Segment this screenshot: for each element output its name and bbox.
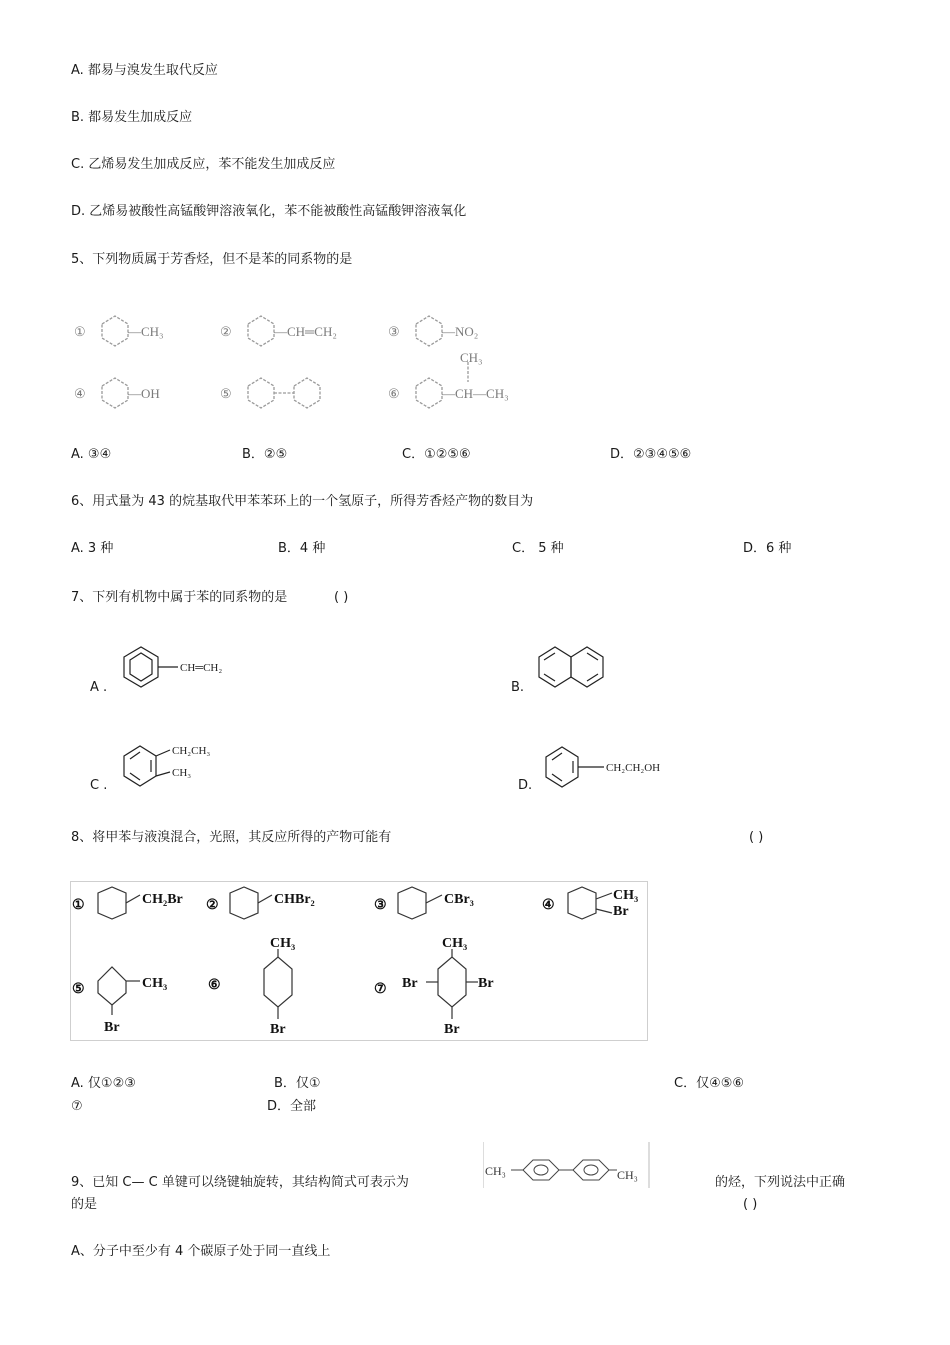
- q8-num-4: ④: [542, 898, 555, 913]
- q8-option-c: C．仅④⑤⑥: [674, 1076, 745, 1091]
- q5-option-c: C．①②⑤⑥: [402, 447, 471, 462]
- q6-option-b: B．4 种: [278, 541, 326, 556]
- q9-struct-right: CH₃: [617, 1168, 638, 1182]
- q7-structure-d: [542, 743, 682, 793]
- q7-label-a: A .: [90, 680, 108, 695]
- q5-top-6: CH₃: [460, 350, 483, 365]
- q8-br-left-7: Br: [402, 976, 418, 991]
- q5-sub-1: —CH₃: [128, 324, 164, 339]
- q8-sub-2: CHBr₂: [274, 892, 315, 907]
- q8-num-1: ①: [72, 898, 85, 913]
- q5-option-b: B．②⑤: [242, 447, 288, 462]
- q7-paren: ( ): [334, 590, 349, 605]
- q8-sub2-5: Br: [104, 1020, 120, 1035]
- q6-option-a: A. 3 种: [71, 541, 114, 556]
- q5-sub-3: —NO₂: [442, 324, 479, 339]
- q9-struct-left: CH₃: [485, 1164, 506, 1178]
- q7-c-sub1: CH₂CH₃: [172, 745, 211, 757]
- q4-option-b: B. 都易发生加成反应: [71, 110, 193, 125]
- q9-stem-end: 的烃，下列说法中正确: [715, 1175, 846, 1190]
- q8-sub1-5: CH₃: [142, 976, 168, 991]
- q4-option-c: C. 乙烯易发生加成反应，苯不能发生加成反应: [71, 157, 336, 172]
- q9-stem-line2: 的是: [71, 1197, 98, 1212]
- q6-stem: 6、用式量为 43 的烷基取代甲苯苯环上的一个氢原子，所得芳香烃产物的数目为: [71, 494, 534, 509]
- q6-option-c: C． 5 种: [512, 541, 564, 556]
- q7-stem: 7、下列有机物中属于苯的同系物的是: [71, 590, 288, 605]
- q8-num-2: ②: [206, 898, 219, 913]
- q5-sub-4: —OH: [128, 386, 160, 401]
- q5-sub-2: —CH═CH₂: [274, 324, 337, 339]
- q5-num-1: ①: [74, 324, 86, 339]
- q8-num-7: ⑦: [374, 982, 387, 997]
- q8-option-b: B．仅①: [274, 1076, 321, 1091]
- q8-num-6: ⑥: [208, 978, 221, 993]
- q7-a-sub: CH═CH₂: [180, 662, 223, 674]
- q8-paren: ( ): [749, 830, 764, 845]
- q7-structure-b: [535, 643, 615, 693]
- q9-stem: 9、已知 C— C 单键可以绕键轴旋转，其结构简式可表示为: [71, 1175, 409, 1190]
- q7-c-sub2: CH₃: [172, 767, 192, 779]
- q7-structure-a: [118, 643, 258, 693]
- q8-structures-figure: [70, 881, 646, 1039]
- q8-sub1-6: CH₃: [270, 936, 296, 951]
- q7-structure-c: [120, 740, 240, 790]
- q5-option-a: A. ③④: [71, 447, 112, 462]
- q5-num-3: ③: [388, 324, 400, 339]
- q8-sub1-4: CH₃: [613, 888, 639, 903]
- q4-option-a: A. 都易与溴发生取代反应: [71, 63, 218, 78]
- q5-num-6: ⑥: [388, 386, 400, 401]
- q7-label-d: D.: [518, 778, 533, 793]
- q7-label-c: C .: [90, 778, 108, 793]
- q8-num-5: ⑤: [72, 982, 85, 997]
- q7-label-b: B.: [511, 680, 525, 695]
- q8-option-c-cont: ⑦: [71, 1099, 83, 1114]
- q5-num-5: ⑤: [220, 386, 232, 401]
- q5-num-4: ④: [74, 386, 86, 401]
- q8-br-bottom-7: Br: [444, 1022, 460, 1037]
- q8-sub-1: CH₂Br: [142, 892, 183, 907]
- q5-option-d: D．②③④⑤⑥: [610, 447, 692, 462]
- q4-option-d: D. 乙烯易被酸性高锰酸钾溶液氧化，苯不能被酸性高锰酸钾溶液氧化: [71, 204, 467, 219]
- q8-num-3: ③: [374, 898, 387, 913]
- q6-option-d: D．6 种: [743, 541, 792, 556]
- q8-sub2-6: Br: [270, 1022, 286, 1037]
- q9-paren: ( ): [743, 1197, 758, 1212]
- q8-stem: 8、将甲苯与液溴混合，光照，其反应所得的产物可能有: [71, 830, 392, 845]
- q5-stem: 5、下列物质属于芳香烃，但不是苯的同系物的是: [71, 252, 353, 267]
- q8-sub-3: CBr₃: [444, 892, 474, 907]
- q5-sub-6: —CH—CH₃: [442, 386, 509, 401]
- q8-sub2-4: Br: [613, 904, 629, 919]
- q8-sub1-7: CH₃: [442, 936, 468, 951]
- q5-num-2: ②: [220, 324, 232, 339]
- q9-structure: [483, 1142, 651, 1188]
- q7-d-sub: CH₂CH₂OH: [606, 762, 661, 774]
- q9-option-a: A、分子中至少有 4 个碳原子处于同一直线上: [71, 1244, 331, 1259]
- q8-option-d: D．全部: [267, 1099, 317, 1114]
- q8-br-right-7: Br: [478, 976, 494, 991]
- q8-option-a: A. 仅①②③: [71, 1076, 136, 1091]
- q5-structures-figure: [70, 300, 550, 410]
